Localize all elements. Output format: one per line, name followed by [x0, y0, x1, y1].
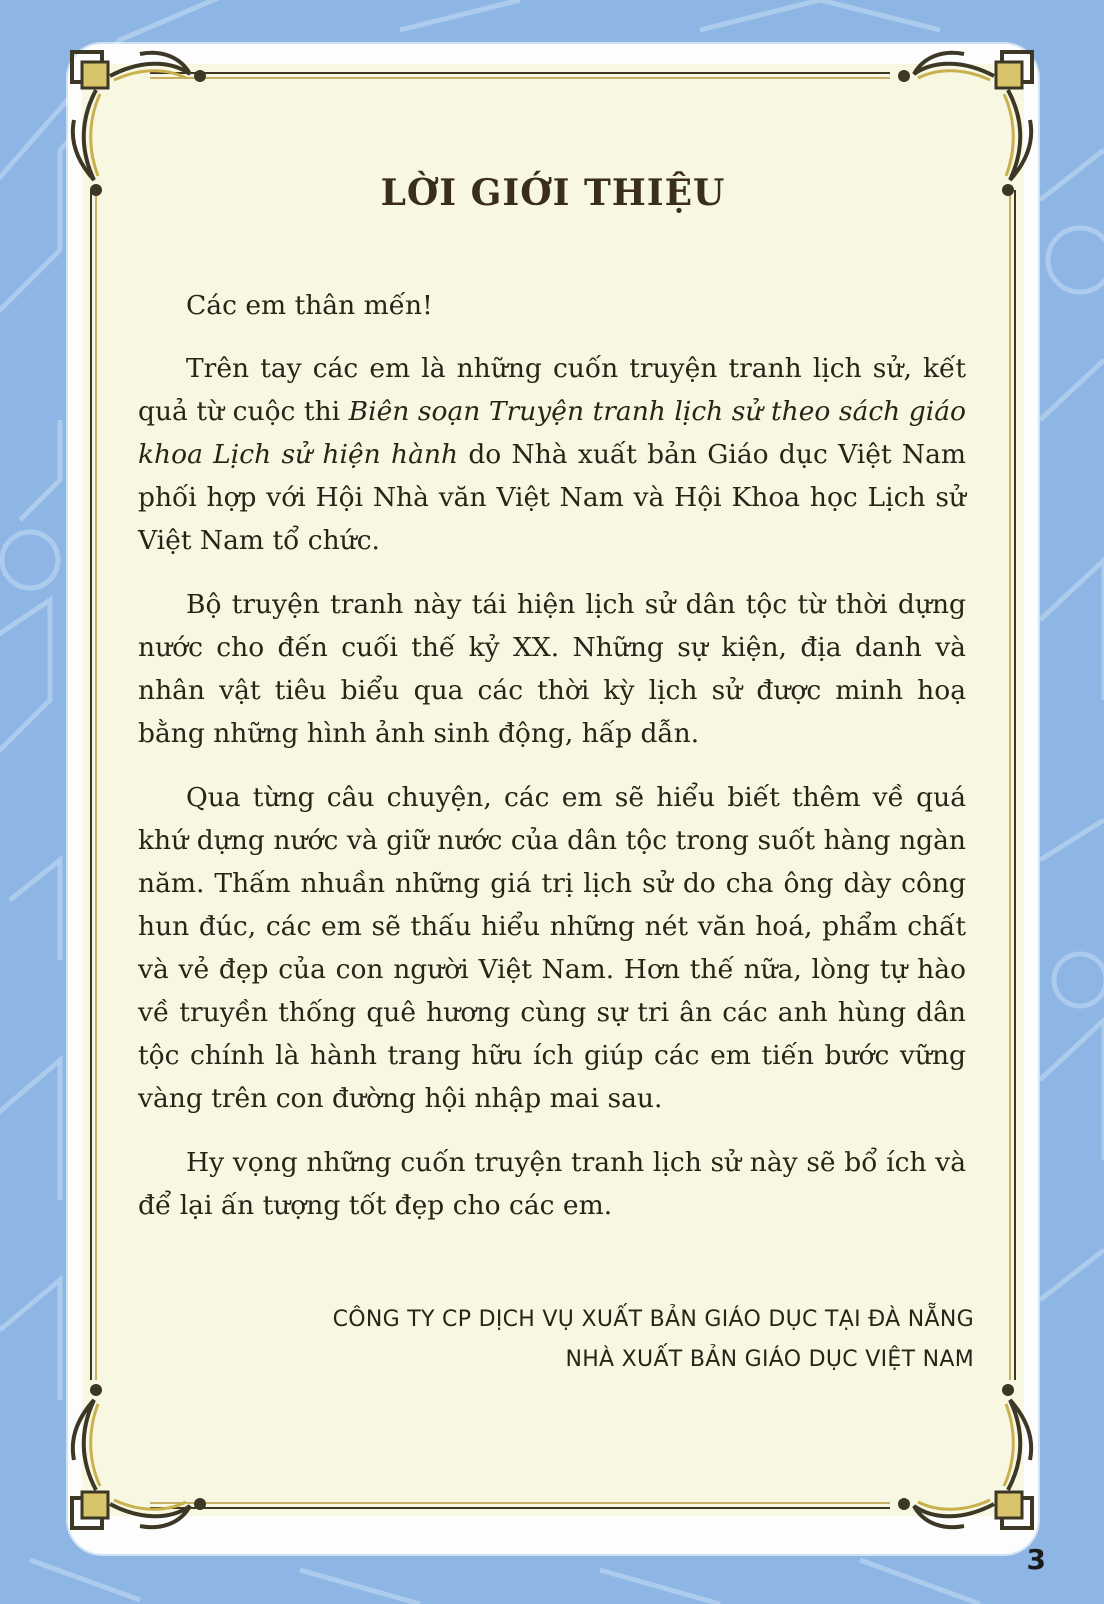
paragraph-1 — [138, 347, 966, 562]
introduction-body — [138, 284, 966, 1248]
greeting: Các em thân mến! — [186, 290, 433, 321]
signature-line-1: CÔNG TY CP DỊCH VỤ XUẤT BẢN GIÁO DỤC TẠI ĐÀ NẴNG — [332, 1307, 974, 1332]
page-number: 3 — [1026, 1543, 1046, 1576]
paragraph-3: Qua từng câu chuyện, các em sẽ hiểu biết thêm về quá khứ dựng nước và giữ nước của dân tộc trong suốt hàng ngàn năm. Thấm nhuần những giá trị lịch sử do cha ông dày công hun đúc, các em sẽ thấu hiểu những nét văn hoá, phẩm chất và vẻ đẹp của con người Việt Nam. Hơn thế nữa, lòng tự hào về truyền thống quê hương cùng sự tri ân các anh hùng dân tộc chính là hành trang hữu ích giúp các em tiến bước vững vàng trên con đường hội nhập mai sau. — [138, 782, 966, 1114]
paragraph-4: Hy vọng những cuốn truyện tranh lịch sử này sẽ bổ ích và để lại ấn tượng tốt đẹp cho các em. — [138, 1147, 966, 1221]
paragraph-1-start: Trên tay các em là những cuốn truyện tranh lịch sử, kết quả từ cuộc thi — [138, 353, 966, 427]
contest-name: Biên soạn Truyện tranh lịch sử theo sách giáo khoa Lịch sử hiện hành — [138, 396, 966, 470]
signature-block — [138, 1300, 974, 1380]
signature-line-2: NHÀ XUẤT BẢN GIÁO DỤC VIỆT NAM — [565, 1347, 974, 1372]
paragraph-2: Bộ truyện tranh này tái hiện lịch sử dân tộc từ thời dựng nước cho đến cuối thế kỷ XX. Những sự kiện, địa danh và nhân vật tiêu biểu qua các thời kỳ lịch sử được minh hoạ bằng những hình ảnh sinh động, hấp dẫn. — [138, 589, 966, 749]
page-title: LỜI GIỚI THIỆU — [380, 172, 726, 214]
paragraph-1-end: do Nhà xuất bản Giáo dục Việt Nam phối hợp với Hội Nhà văn Việt Nam và Hội Khoa học Lịch sử Việt Nam tổ chức. — [138, 439, 966, 556]
